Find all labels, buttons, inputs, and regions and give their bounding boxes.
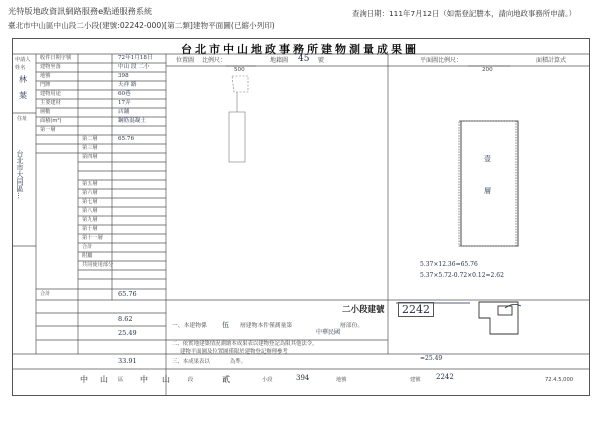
row-label: 第二層 xyxy=(82,136,98,142)
building-number-label: 二小段建號 xyxy=(342,305,385,315)
area-formula-3: =25.49 xyxy=(420,355,443,362)
row-label: 第八層 xyxy=(82,208,98,214)
row-value: 60巷 xyxy=(118,91,131,97)
row-value: 65.76 xyxy=(118,136,135,142)
row-label: 第十層 xyxy=(82,226,98,232)
query-date: 查詢日期：111年7月12日（如需登記謄本，請向地政事務所申請。） xyxy=(352,9,577,18)
row-value: 17弄 xyxy=(118,100,131,106)
owner-name-1: 林 xyxy=(19,75,27,84)
row-value: 中山 段 二小 xyxy=(118,64,150,70)
total-value-3: 25.49 xyxy=(118,329,137,337)
land-number-value: 45 xyxy=(298,54,310,64)
row-label: 面積(m²) xyxy=(40,118,62,124)
page-subtitle: 臺北市中山區中山段二小段(建號:02242-000)[第二類]建物平面圖(已縮小列印) xyxy=(8,21,275,30)
total-value-2: 8.62 xyxy=(118,315,133,323)
footer-building-label: 建號 xyxy=(410,377,421,383)
document-title: 台北市中山地政事務所建物測量成果圖 xyxy=(181,43,419,56)
note-1-value: 伍 xyxy=(222,321,229,329)
row-label: 附屬 xyxy=(82,253,93,259)
owner-label-2: 姓名 xyxy=(15,65,26,71)
note-1-rest: 層建物本件僅測量第 xyxy=(240,323,293,329)
note-1: 一、本建物係 xyxy=(172,323,207,329)
owner-label-1: 申請人 xyxy=(15,57,31,63)
footer-district-2: 山 xyxy=(100,375,108,384)
location-scale-value: 500 xyxy=(234,67,245,73)
footer-district-4: 中 xyxy=(140,375,148,384)
row-label: 建物用途 xyxy=(40,91,61,97)
row-value: 398 xyxy=(118,73,129,79)
floor-plan-scale-value: 200 xyxy=(482,67,493,73)
location-scale-label: 比例尺： xyxy=(202,57,227,64)
row-label: 地號 xyxy=(40,73,51,79)
row-value: 72年1月18日 xyxy=(118,55,153,61)
row-label: 共同使用部分 xyxy=(82,262,114,268)
area-formula-1: 5.37×12.36=65.76 xyxy=(420,261,478,268)
stamp-text: 中華民國 xyxy=(316,329,341,336)
footer-building-value: 2242 xyxy=(436,373,454,381)
footer-section-label: 段 xyxy=(188,377,194,383)
note-2b: 建物平面圖及位置圖僅限於建物登記辦理參考 xyxy=(180,349,288,355)
row-label: 層數 xyxy=(40,109,51,115)
address-label: 住址 xyxy=(17,116,28,122)
room-label-1: 壹 xyxy=(484,155,491,163)
footer-sub-section-label: 小段 xyxy=(262,377,273,383)
row-label: 合計 xyxy=(82,244,93,250)
footer-land-no: 394 xyxy=(296,374,310,382)
row-value: 天祥 路 xyxy=(118,82,137,88)
row-label: 主要建材 xyxy=(40,100,61,106)
row-label: 第六層 xyxy=(82,190,98,196)
room-label-2: 層 xyxy=(484,187,491,195)
row-label: 建物坐落 xyxy=(40,64,61,70)
area-calc-label: 面積計算式 xyxy=(536,57,567,64)
building-number-value: 2242 xyxy=(398,302,434,317)
footer-land-no-label: 地號 xyxy=(336,377,347,383)
row-label: 第七層 xyxy=(82,199,98,205)
row-label: 門牌 xyxy=(40,82,51,88)
row-label: 收件日期字號 xyxy=(40,55,72,61)
land-number-suffix: 號 xyxy=(318,57,325,64)
note-2: 二、依實地建築情況測繪本成果表以建物登記為限其他法令， xyxy=(172,341,318,347)
area-formula-2: 5.37×5.72-0.72×0.12=2.62 xyxy=(420,272,504,279)
row-label: 第四層 xyxy=(82,154,98,160)
row-value: 鋼筋混凝土 xyxy=(118,118,146,124)
floor-plan-scale-label: 平面圖比例尺： xyxy=(420,57,463,64)
system-title: 光特版地政資訊網路服務e點通服務系統 xyxy=(8,6,153,16)
address-value: 台北市大同區… xyxy=(16,150,24,199)
total-value-4: 33.91 xyxy=(118,357,137,365)
row-label: 第九層 xyxy=(82,217,98,223)
total-value-1: 65.76 xyxy=(118,290,137,298)
row-label: 第五層 xyxy=(82,181,98,187)
footer-district-1: 中 xyxy=(80,375,88,384)
row-value: 店舖 xyxy=(118,109,130,115)
land-number-label: 地籍圖 xyxy=(270,57,289,64)
footer-date-code: 72.4.5,000 xyxy=(545,377,574,383)
footer-sub-section: 貳 xyxy=(222,375,230,384)
row-label: 第三層 xyxy=(82,145,98,151)
totals-label: 合計 xyxy=(40,291,51,297)
note-3: 三、本成果表以 xyxy=(172,359,210,365)
location-diagram-label: 位置圖 xyxy=(176,57,195,64)
owner-name-2: 葉 xyxy=(19,91,27,100)
footer-district-3: 區 xyxy=(118,377,124,383)
row-label: 第一層 xyxy=(40,127,56,133)
note-1-end: 層部份。 xyxy=(340,323,364,329)
row-label: 第十一層 xyxy=(82,235,103,241)
footer-district-5: 山 xyxy=(162,375,170,384)
note-3-end: 為準。 xyxy=(230,359,247,365)
